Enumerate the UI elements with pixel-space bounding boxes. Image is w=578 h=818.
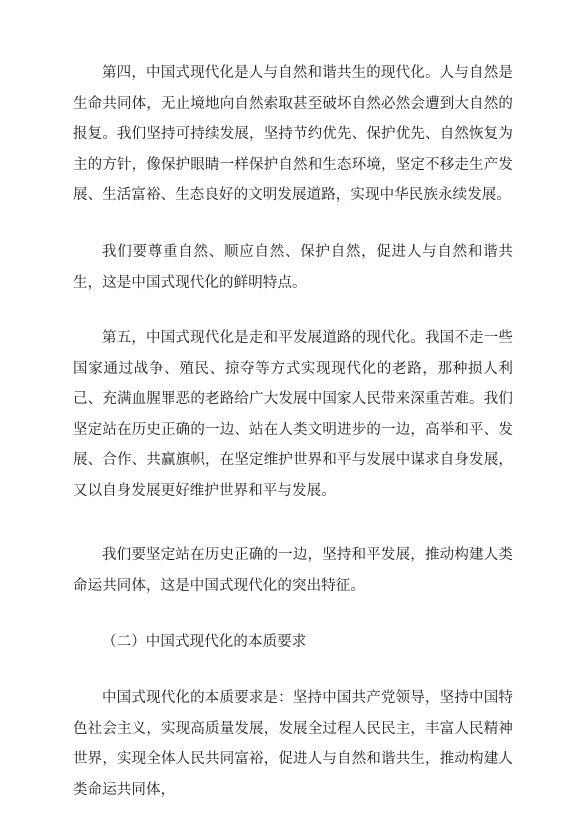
paragraph-right-side-history: 我们要坚定站在历史正确的一边，坚持和平发展，推动构建人类命运共同体，这是中国式现代化的突出特征。 <box>73 547 513 594</box>
section-heading: （二）中国式现代化的本质要求 <box>102 634 307 650</box>
paragraph-essential-requirements: 中国式现代化的本质要求是：坚持中国共产党领导，坚持中国特色社会主义，实现高质量发展，发展全过程人民民主，丰富人民精神世界，实现全体人民共同富裕，促进人与自然和谐共生，推动构建人类命运共同体， <box>73 690 513 798</box>
paragraph-fourth-harmony-nature: 第四，中国式现代化是人与自然和谐共生的现代化。人与自然是生命共同体，无止境地向自然索取甚至破坏自然必然会遭到大自然的报复。我们坚持可持续发展，坚持节约优先、保护优先、自然恢复为主的方针，像保护眼睛一样保护自然和生态环境，坚定不移走生产发展、生活富裕、生态良好的文明发展道路，实现中华民族永续发展。 <box>73 65 513 203</box>
paragraph-fifth-peaceful-development: 第五，中国式现代化是走和平发展道路的现代化。我国不走一些国家通过战争、殖民、掠夺等方式实现现代化的老路，那种损人利己、充满血腥罪恶的老路给广大发展中国家人民带来深重苦难。我们坚定站在历史正确的一边、站在人类文明进步的一边，高举和平、发展、合作、共赢旗帜，在坚定维护世界和平与发展中谋求自身发展，又以自身发展更好维护世界和平与发展。 <box>73 330 513 499</box>
paragraph-respect-nature: 我们要尊重自然、顺应自然、保护自然，促进人与自然和谐共生，这是中国式现代化的鲜明特点。 <box>73 244 513 291</box>
